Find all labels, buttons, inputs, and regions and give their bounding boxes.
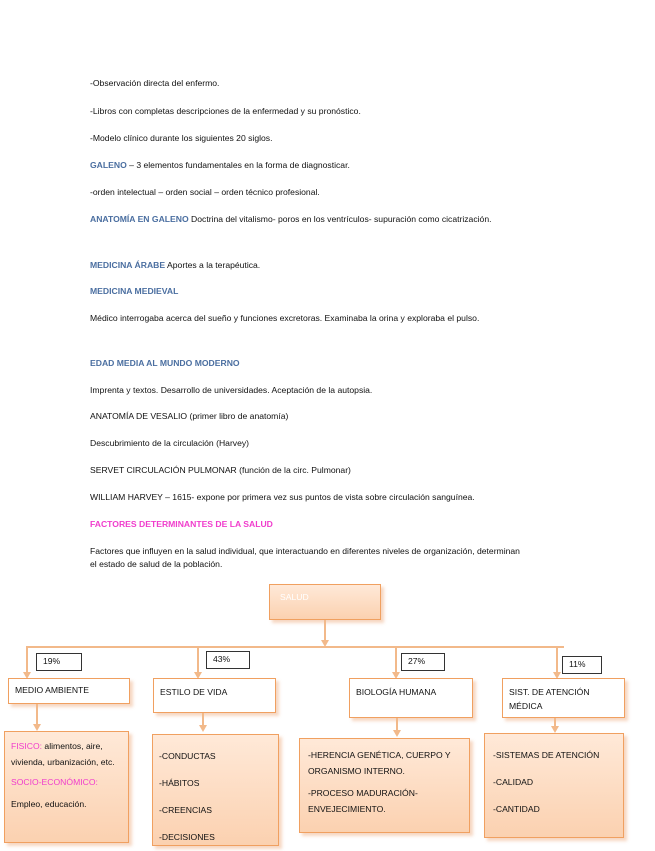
medieval-heading: MEDICINA MEDIEVAL: [90, 286, 179, 296]
anatomia-heading: ANATOMÍA EN GALENO: [90, 214, 189, 224]
connector-line: [26, 646, 564, 648]
list-item: -CANTIDAD: [493, 804, 540, 814]
list-item: -DECISIONES: [159, 832, 215, 842]
connector-line: [324, 620, 326, 642]
text-line: Imprenta y textos. Desarrollo de universidades. Aceptación de la autopsia.: [90, 385, 373, 395]
estilo-de-vida-detail-box: [152, 734, 279, 846]
arrow-icon: [393, 730, 401, 737]
list-item: -HÁBITOS: [159, 778, 200, 788]
galeno-text: – 3 elementos fundamentales en la forma de diagnosticar.: [126, 160, 350, 170]
list-item: -HERENCIA GENÉTICA, CUERPO Y ORGANISMO INTERNO.: [308, 750, 451, 776]
list-item: -CALIDAD: [493, 777, 534, 787]
percentage-label: 43%: [206, 651, 250, 669]
sistema-atencion-box: SIST. DE ATENCIÓN MÉDICA: [502, 678, 625, 718]
percentage-label: 11%: [562, 656, 602, 674]
biologia-humana-detail-box: [299, 738, 470, 833]
galeno-heading: GALENO: [90, 160, 127, 170]
list-item: -PROCESO MADURACIÓN-ENVEJECIMIENTO.: [308, 788, 418, 814]
connector-line: [556, 646, 558, 674]
arrow-icon: [199, 725, 207, 732]
connector-line: [395, 646, 397, 674]
arabe-paragraph: [90, 259, 260, 272]
sistema-atencion-detail-box: [484, 733, 624, 838]
factores-text: Factores que influyen en la salud individual, que interactuando en diferentes niveles de organización, determinan el estado de salud de la población.: [90, 546, 520, 569]
text-line: WILLIAM HARVEY – 1615- expone por primera vez sus puntos de vista sobre circulación sanguínea.: [90, 492, 475, 502]
fisico-text: alimentos, aire, vivienda, urbanización, etc.: [11, 741, 115, 767]
arabe-heading: MEDICINA ÁRABE: [90, 260, 166, 270]
galeno-paragraph: [90, 159, 350, 172]
arabe-text: Aportes a la terapéutica.: [165, 260, 261, 270]
connector-line: [197, 646, 199, 674]
text-line: -orden intelectual – orden social – orden técnico profesional.: [90, 187, 320, 197]
medieval-text: Médico interrogaba acerca del sueño y funciones excretoras. Examinaba la orina y exploraba el pulso.: [90, 313, 480, 323]
socio-economico-text: Empleo, educación.: [11, 799, 87, 809]
percentage-label: 19%: [36, 653, 82, 671]
text-line: SERVET CIRCULACIÓN PULMONAR (función de la circ. Pulmonar): [90, 465, 351, 475]
arrow-icon: [551, 726, 559, 733]
salud-root-box: SALUD: [269, 584, 381, 620]
connector-line: [26, 646, 28, 674]
biologia-humana-box: BIOLOGÍA HUMANA: [349, 678, 473, 718]
arrow-icon: [33, 724, 41, 731]
medio-ambiente-detail-box: [4, 731, 129, 843]
text-line: -Libros con completas descripciones de la enfermedad y su pronóstico.: [90, 106, 361, 116]
percentage-label: 27%: [401, 653, 445, 671]
fisico-heading: FISICO:: [11, 741, 43, 751]
text-line: -Modelo clínico durante los siguientes 20 siglos.: [90, 133, 273, 143]
medio-ambiente-box: MEDIO AMBIENTE: [8, 678, 130, 704]
list-item: -CONDUCTAS: [159, 751, 216, 761]
anatomia-paragraph: [90, 213, 540, 226]
text-line: Descubrimiento de la circulación (Harvey): [90, 438, 250, 448]
edad-media-heading: EDAD MEDIA AL MUNDO MODERNO: [90, 358, 240, 368]
list-item: -SISTEMAS DE ATENCIÓN: [493, 750, 600, 760]
list-item: -CREENCIAS: [159, 805, 213, 815]
factores-heading: FACTORES DETERMINANTES DE LA SALUD: [90, 519, 273, 529]
estilo-de-vida-box: ESTILO DE VIDA: [153, 678, 276, 713]
fisico-item: [11, 738, 122, 770]
text-line: ANATOMÍA DE VESALIO (primer libro de anatomía): [90, 411, 289, 421]
anatomia-text: Doctrina del vitalismo- poros en los ventrículos- supuración como cicatrización.: [188, 214, 492, 224]
connector-line: [36, 704, 38, 726]
text-line: -Observación directa del enfermo.: [90, 78, 220, 88]
socio-economico-heading: SOCIO-ECONÓMICO:: [11, 777, 98, 787]
